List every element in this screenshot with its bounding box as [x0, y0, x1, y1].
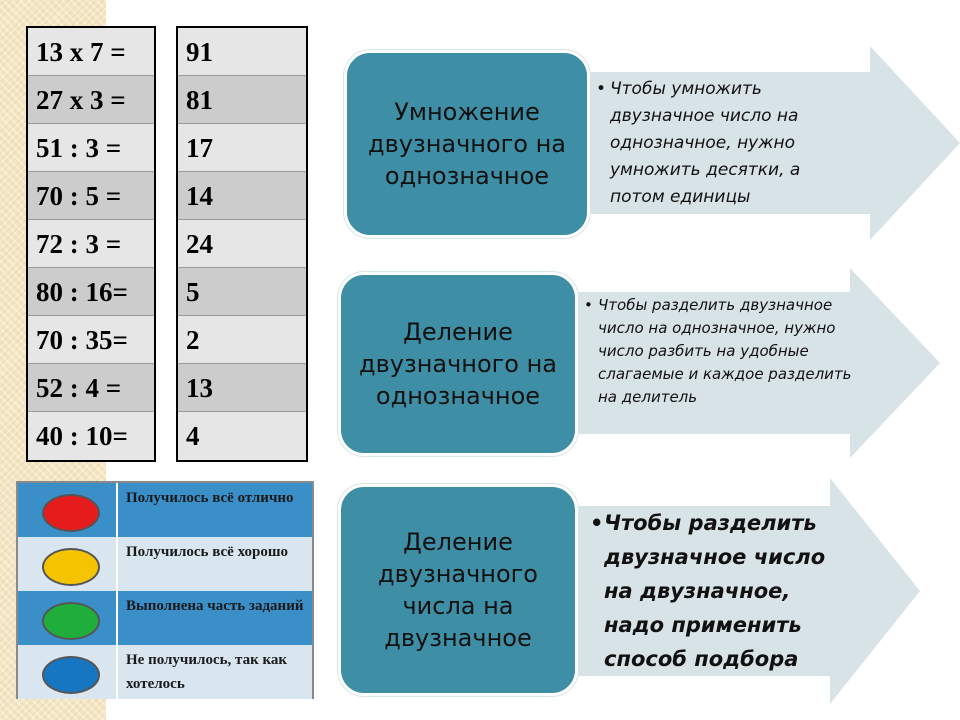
answer-cell: 2 — [178, 316, 306, 364]
answer-cell: 81 — [178, 76, 306, 124]
rule-text: Чтобы разделить двузначное число на однозначное, нужно число разбить на удобные слагаемые и каждое разделить на делитель — [598, 296, 852, 406]
answer-cell: 91 — [178, 28, 306, 76]
rule-title-box-2 — [338, 272, 578, 456]
rule-title-box-1 — [344, 50, 590, 238]
self-assessment-legend — [16, 481, 314, 699]
green-circle-icon — [42, 602, 100, 640]
rule-text: Чтобы умножить двузначное число на однозначное, нужно умножить десятки, а потом единицы — [610, 79, 801, 207]
rule-title: Деление двузначного числа на двузначное — [378, 528, 538, 652]
legend-row-partial — [18, 591, 312, 645]
legend-label: Выполнена часть заданий — [126, 598, 304, 614]
example-cell: 51 : 3 = — [28, 124, 154, 172]
legend-row-not-done — [18, 645, 312, 699]
answer-cell: 14 — [178, 172, 306, 220]
examples-table — [26, 26, 156, 462]
rule-title: Умножение двузначного на однозначное — [368, 98, 566, 190]
example-cell: 40 : 10= — [28, 412, 154, 460]
legend-label: Не получилось, так как хотелось — [126, 652, 288, 692]
bullet-icon: • — [596, 79, 607, 99]
rule-title-box-3 — [338, 484, 578, 696]
answer-cell: 4 — [178, 412, 306, 460]
example-cell: 70 : 5 = — [28, 172, 154, 220]
example-cell: 80 : 16= — [28, 268, 154, 316]
red-circle-icon — [42, 494, 100, 532]
rule-description-1 — [596, 76, 860, 211]
example-cell: 70 : 35= — [28, 316, 154, 364]
example-cell: 72 : 3 = — [28, 220, 154, 268]
legend-row-good — [18, 537, 312, 591]
bullet-icon: • — [584, 296, 593, 314]
bullet-icon: • — [590, 511, 604, 535]
legend-label: Получилось всё отлично — [126, 490, 294, 506]
rule-title: Деление двузначного на однозначное — [359, 318, 557, 410]
answer-cell: 17 — [178, 124, 306, 172]
legend-label: Получилось всё хорошо — [126, 544, 289, 560]
example-cell: 52 : 4 = — [28, 364, 154, 412]
blue-circle-icon — [42, 656, 100, 694]
example-cell: 13 х 7 = — [28, 28, 154, 76]
answer-cell: 24 — [178, 220, 306, 268]
yellow-circle-icon — [42, 548, 100, 586]
answer-cell: 5 — [178, 268, 306, 316]
answer-cell: 13 — [178, 364, 306, 412]
rule-description-3 — [590, 506, 854, 676]
rule-text: Чтобы разделить двузначное число на двузначное, надо применить способ подбора — [604, 511, 826, 671]
rule-description-2 — [584, 294, 854, 409]
answers-table — [176, 26, 308, 462]
example-cell: 27 х 3 = — [28, 76, 154, 124]
legend-row-excellent — [18, 483, 312, 537]
